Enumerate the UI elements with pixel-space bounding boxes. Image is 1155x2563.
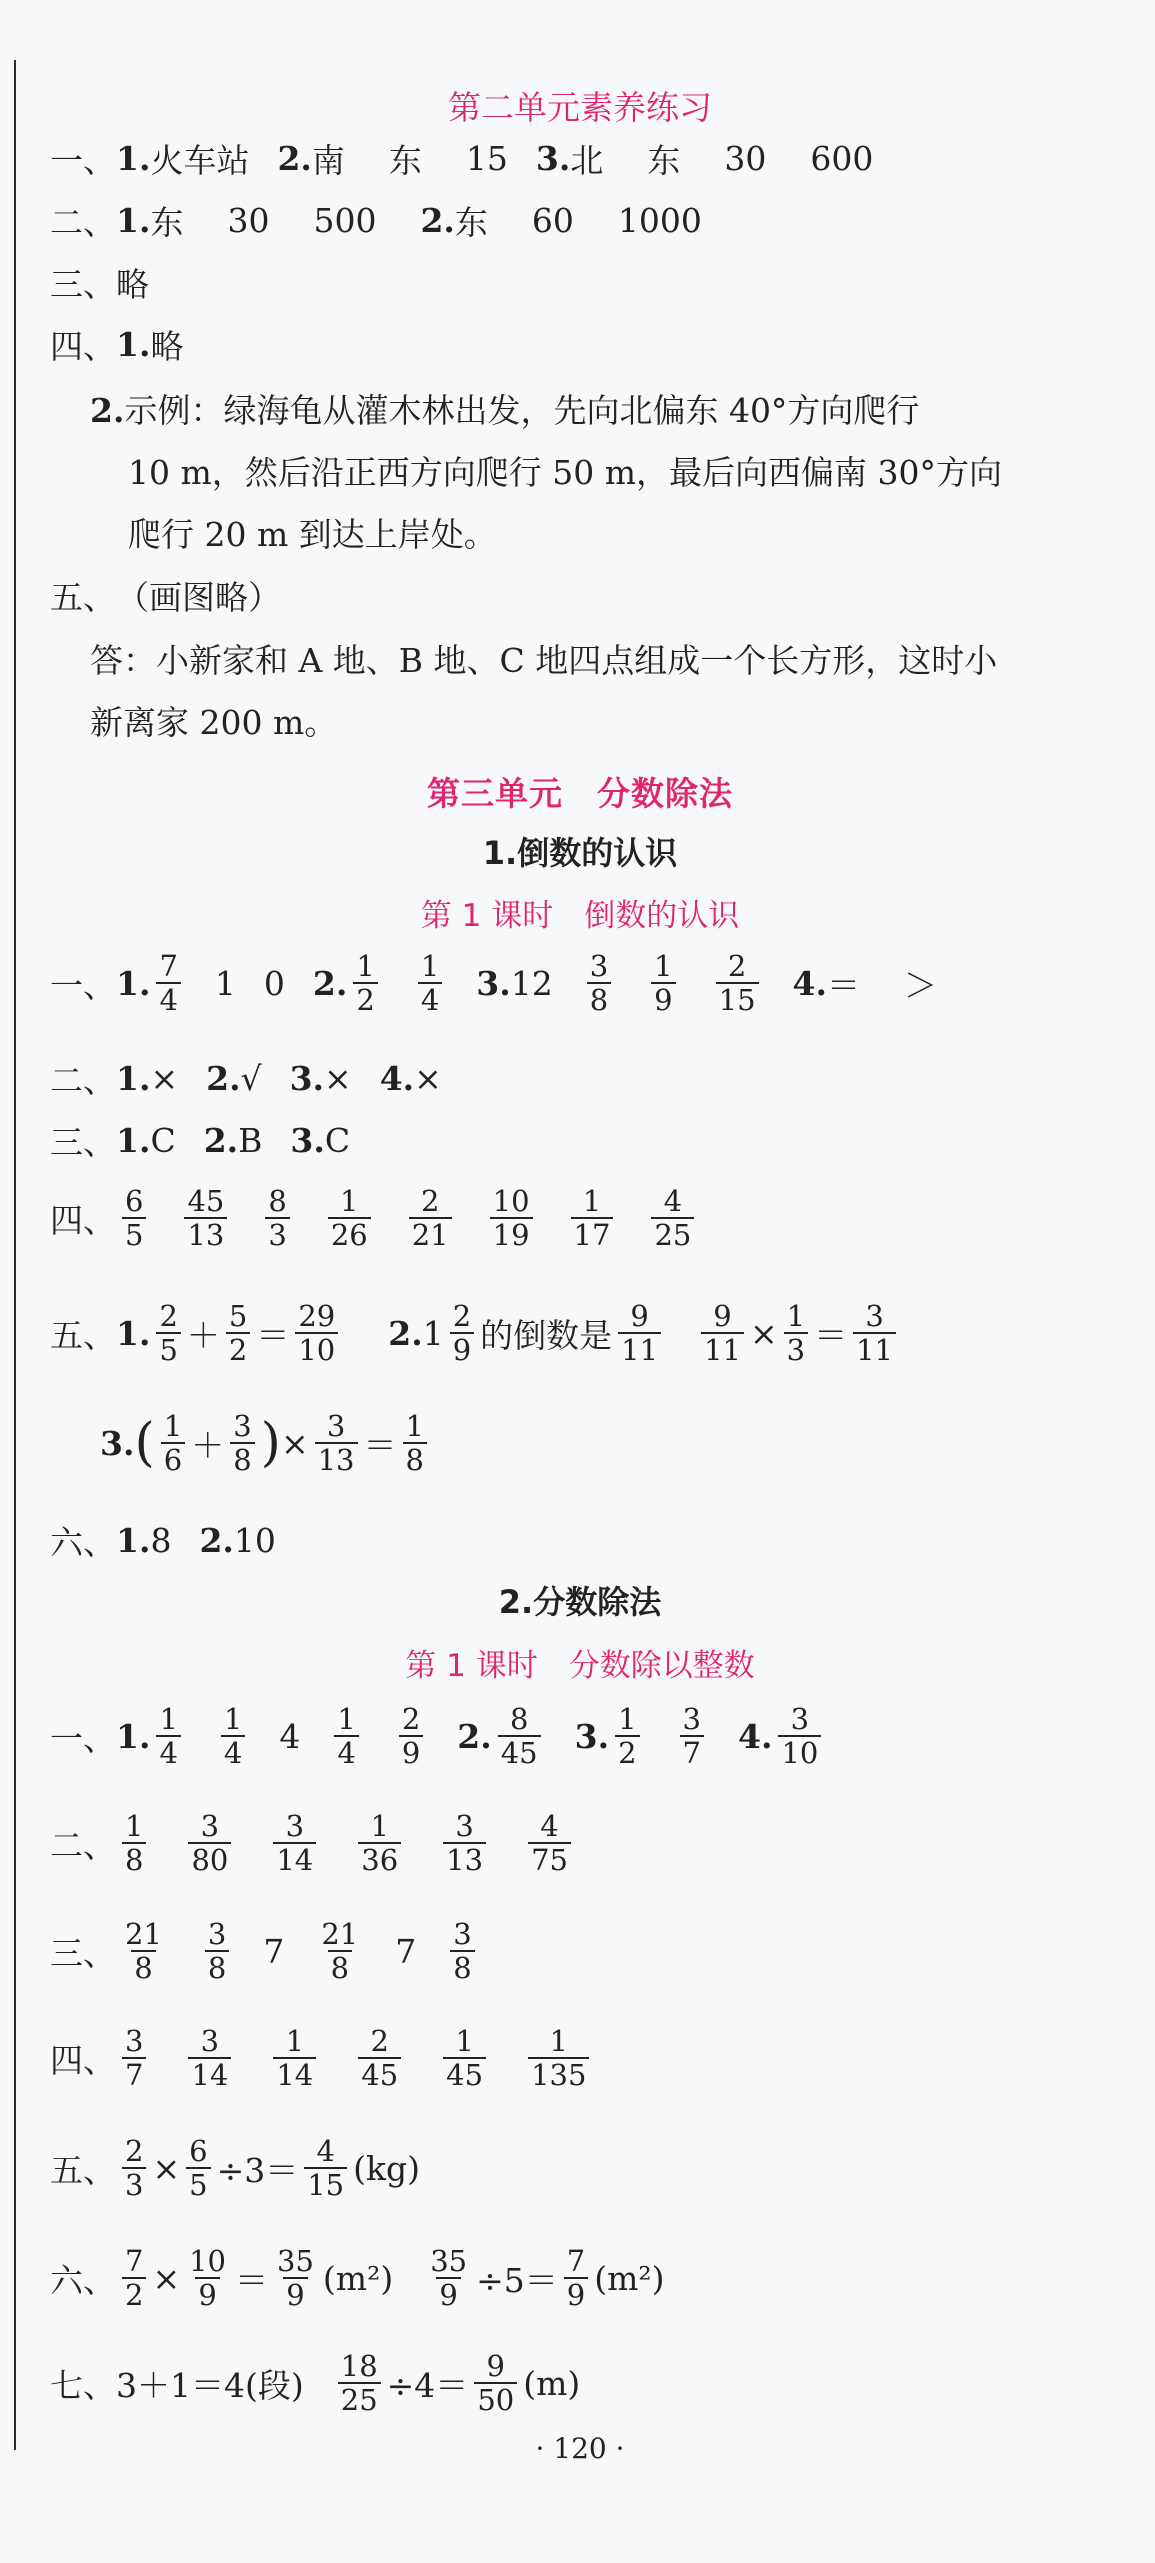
text-line: 10 m，然后沿正西方向爬行 50 m，最后向西偏南 30°方向 (128, 453, 1003, 492)
q-num: 1. (116, 1313, 151, 1353)
q-label: 五、 (50, 1315, 116, 1355)
answer: × (150, 1059, 179, 1098)
fraction: $\frac{3}{80}$ (188, 1810, 231, 1877)
q-num: 3. (290, 1121, 325, 1160)
fraction-list (116, 2025, 595, 2092)
answer: × (414, 1059, 442, 1098)
q-label: 四、 (50, 1200, 116, 1240)
answer: 600 (810, 139, 874, 178)
fraction: $\frac{9}{50}$ (474, 2350, 517, 2417)
paren: ( (134, 1413, 155, 1474)
q-label: 三、 (50, 1933, 116, 1973)
fraction: $\frac{6}{5}$ (122, 1185, 146, 1252)
answer: 10 (233, 1521, 276, 1560)
q-num: 3. (574, 1716, 610, 1756)
q-num: 2. (203, 1121, 239, 1160)
fraction: $\frac{4}{75}$ (528, 1810, 571, 1877)
answer: 3＋1＝4(段) (116, 2365, 304, 2405)
q-label: 四、 (50, 327, 116, 366)
operator: ÷4＝ (386, 2365, 469, 2405)
answer: 东 (388, 141, 422, 180)
fraction: $\frac{35}{9}$ (430, 2244, 468, 2313)
fraction: $\frac{1}{4}$ (156, 1703, 180, 1770)
fraction: $\frac{3}{8}$ (450, 1918, 474, 1985)
margin-rule (14, 60, 16, 2450)
fraction: $\frac{8}{3}$ (265, 1185, 289, 1252)
l1-q3 (50, 1117, 350, 1164)
unit2-q1 (50, 135, 873, 182)
fraction: $\frac{2}{45}$ (358, 2025, 401, 2092)
text-line: 新离家 200 m。 (90, 703, 338, 742)
fraction: $\frac{1}{8}$ (122, 1810, 146, 1877)
q-label: 一、 (50, 965, 116, 1005)
q-num: 2. (277, 139, 312, 178)
answer: C (150, 1121, 176, 1160)
answer: 500 (313, 201, 377, 240)
answer: 东 (150, 203, 184, 242)
q-label: 五、 (50, 578, 116, 617)
answer: 略 (150, 327, 184, 366)
q-num: 2. (312, 963, 348, 1003)
q-label: 六、 (50, 2260, 116, 2300)
l1-q5-3 (100, 1410, 433, 1477)
answer: （画图略） (116, 578, 281, 617)
l2-q5 (50, 2135, 420, 2202)
fraction: $\frac{1}{9}$ (651, 950, 675, 1017)
operator: ＝ (363, 1425, 397, 1465)
operator: ＝ (256, 1315, 290, 1355)
q-num: 3. (100, 1423, 135, 1463)
fraction: $\frac{9}{11}$ (701, 1300, 744, 1367)
page-number: · 120 · (535, 2432, 625, 2465)
fraction: $\frac{3}{8}$ (230, 1410, 254, 1477)
answer: ＞ (903, 965, 937, 1005)
fraction: $\frac{2}{3}$ (122, 2135, 146, 2202)
fraction: $\frac{2}{9}$ (399, 1703, 423, 1770)
fraction: $\frac{1}{2}$ (615, 1703, 639, 1770)
fraction: $\frac{1}{45}$ (443, 2025, 486, 2092)
l2-q4 (50, 2025, 595, 2092)
unit: (m²) (594, 2258, 665, 2298)
unit2-q5-answer (90, 630, 1100, 754)
operator: × (749, 1313, 778, 1353)
fraction: $\frac{9}{11}$ (618, 1300, 661, 1367)
l1-q4 (50, 1185, 700, 1252)
fraction: $\frac{3}{14}$ (273, 1810, 316, 1877)
operator: ＝ (235, 2260, 269, 2300)
unit2-title: 第二单元素养练习 (448, 88, 712, 127)
answer: 1 (214, 963, 236, 1003)
q-num: 1. (116, 1716, 151, 1756)
q-label: 二、 (50, 203, 116, 242)
fraction: $\frac{1}{6}$ (161, 1410, 185, 1477)
q-label: 二、 (50, 1061, 116, 1100)
fraction: $\frac{45}{13}$ (184, 1185, 227, 1252)
text-line: 答：小新家和 A 地、B 地、C 地四点组成一个长方形，这时小 (90, 641, 998, 680)
mixed-whole: 1 (422, 1313, 444, 1353)
q-num: 1. (116, 1521, 151, 1560)
q-num: 2. (206, 1059, 241, 1098)
fraction: $\frac{21}{8}$ (321, 1917, 359, 1986)
fraction: $\frac{1}{8}$ (403, 1410, 427, 1477)
answer: × (324, 1059, 352, 1098)
fraction: $\frac{1}{36}$ (358, 1810, 401, 1877)
operator: × (152, 2148, 181, 2188)
answer: 火车站 (150, 141, 250, 180)
answer: 略 (116, 265, 149, 304)
q-label: 四、 (50, 2040, 116, 2080)
fraction: $\frac{18}{25}$ (338, 2350, 381, 2417)
q-num: 2. (388, 1313, 423, 1353)
q-label: 五、 (50, 2150, 116, 2190)
l2-q1 (50, 1703, 827, 1770)
fraction: $\frac{1}{4}$ (221, 1703, 245, 1770)
operator: × (280, 1423, 309, 1463)
q-label: 一、 (50, 1718, 116, 1758)
fraction: $\frac{7}{2}$ (122, 2245, 146, 2312)
unit2-q4 (50, 321, 183, 368)
fraction: $\frac{1}{4}$ (334, 1703, 358, 1770)
q-label: 三、 (50, 1123, 116, 1162)
unit: (kg) (353, 2148, 420, 2188)
answer: ＝ (826, 965, 860, 1005)
q-num: 1. (116, 1059, 151, 1098)
fraction: $\frac{1}{17}$ (571, 1185, 614, 1252)
operator: ＝ (814, 1315, 848, 1355)
paren: ) (260, 1413, 281, 1474)
fraction: $\frac{35}{9}$ (277, 2244, 314, 2313)
fraction: $\frac{3}{11}$ (853, 1300, 896, 1367)
unit: (m) (523, 2363, 581, 2403)
fraction: $\frac{4}{15}$ (304, 2135, 347, 2202)
fraction: $\frac{3}{14}$ (188, 2025, 231, 2092)
fraction-list (116, 1185, 700, 1252)
section-title: 2.分数除法 (498, 1583, 662, 1621)
fraction: $\frac{2}{15}$ (716, 950, 759, 1017)
q-label: 三、 (50, 265, 116, 304)
answer: 东 (454, 203, 488, 242)
unit2-q2 (50, 197, 702, 244)
q-num: 3. (535, 139, 571, 178)
fraction: $\frac{3}{13}$ (443, 1810, 486, 1877)
l2-q3 (50, 1918, 481, 1985)
text-line: 示例：绿海龟从灌木林出发，先向北偏东 40°方向爬行 (124, 391, 920, 430)
q-num: 2. (199, 1521, 234, 1560)
q-num: 4. (792, 963, 827, 1003)
fraction: $\frac{1}{135}$ (528, 2025, 589, 2092)
fraction: $\frac{21}{8}$ (125, 1917, 162, 1986)
operator: × (152, 2258, 181, 2298)
answer: 东 (647, 141, 681, 180)
answer: 7 (395, 1931, 417, 1971)
lesson-title: 第 1 课时 分数除以整数 (405, 1648, 755, 1684)
answer: 30 (227, 201, 270, 240)
fraction: $\frac{8}{45}$ (498, 1703, 541, 1770)
operator: ＋ (191, 1425, 225, 1465)
l1-q2 (50, 1055, 442, 1102)
fraction: $\frac{10}{19}$ (490, 1185, 533, 1252)
operator: ÷5＝ (476, 2260, 558, 2300)
fraction: $\frac{2}{21}$ (409, 1185, 452, 1252)
q-label: 二、 (50, 1825, 116, 1865)
answer: √ (240, 1059, 262, 1098)
unit2-q4-part2 (90, 380, 1100, 566)
fraction: $\frac{2}{9}$ (450, 1300, 474, 1367)
operator: ＋ (186, 1315, 220, 1355)
l1-q5-1 (50, 1300, 902, 1367)
q-num: 1. (116, 325, 151, 364)
fraction-list (116, 1810, 577, 1877)
answer: 7 (263, 1931, 285, 1971)
answer: 4 (279, 1716, 301, 1756)
l1-q6 (50, 1517, 276, 1564)
l1-q1 (50, 950, 937, 1017)
unit2-q5 (50, 572, 281, 619)
fraction: $\frac{4}{25}$ (651, 1185, 694, 1252)
l2-q2 (50, 1810, 577, 1877)
q-num: 3. (476, 963, 511, 1003)
fraction: $\frac{3}{8}$ (587, 950, 611, 1017)
fraction: $\frac{2}{5}$ (156, 1300, 180, 1367)
fraction: $\frac{29}{10}$ (295, 1300, 338, 1367)
answer: 的倒数是 (480, 1315, 613, 1355)
answer: 0 (263, 963, 285, 1003)
q-label: 七、 (50, 2365, 116, 2405)
l2-q6 (50, 2245, 665, 2312)
fraction: $\frac{7}{9}$ (564, 2245, 588, 2312)
answer: C (324, 1121, 351, 1160)
answer: 30 (724, 139, 767, 178)
q-num: 2. (457, 1716, 492, 1756)
fraction: $\frac{6}{5}$ (186, 2135, 210, 2202)
fraction: $\frac{1}{26}$ (328, 1185, 371, 1252)
fraction: $\frac{3}{7}$ (680, 1703, 704, 1770)
unit2-q3 (50, 259, 149, 306)
q-num: 4. (737, 1716, 773, 1756)
unit3-title: 第三单元 分数除法 (427, 774, 733, 813)
q-num: 1. (116, 201, 151, 240)
answer: 12 (510, 963, 553, 1003)
fraction: $\frac{3}{13}$ (315, 1410, 358, 1477)
q-num: 2. (420, 201, 455, 240)
section-title: 1.倒数的认识 (482, 834, 678, 872)
fraction: $\frac{1}{3}$ (784, 1300, 808, 1367)
q-label: 一、 (50, 141, 116, 180)
fraction: $\frac{10}{9}$ (189, 2244, 227, 2313)
answer: 15 (465, 139, 508, 178)
fraction: $\frac{3}{7}$ (122, 2025, 146, 2092)
q-num: 4. (379, 1059, 415, 1098)
q-num: 1. (116, 1121, 151, 1160)
q-num: 1. (116, 139, 151, 178)
answer: 1000 (617, 201, 702, 240)
answer: 60 (531, 201, 574, 240)
q-num: 2. (90, 391, 125, 430)
fraction: $\frac{5}{2}$ (226, 1300, 250, 1367)
answer: 南 (311, 141, 345, 180)
operator: ÷3＝ (216, 2150, 299, 2190)
fraction: $\frac{3}{10}$ (778, 1703, 821, 1770)
answer: 北 (570, 141, 604, 180)
q-num: 3. (289, 1059, 325, 1098)
answer: B (238, 1121, 263, 1160)
q-label: 六、 (50, 1523, 116, 1562)
fraction: $\frac{1}{2}$ (353, 950, 377, 1017)
text-line: 爬行 20 m 到达上岸处。 (128, 515, 497, 554)
fraction: $\frac{1}{4}$ (418, 950, 442, 1017)
unit: (m²) (322, 2258, 394, 2298)
fraction: $\frac{1}{14}$ (273, 2025, 316, 2092)
q-num: 1. (116, 963, 151, 1003)
fraction: $\frac{3}{8}$ (205, 1918, 229, 1985)
lesson-title: 第 1 课时 倒数的认识 (420, 898, 740, 934)
fraction: $\frac{7}{4}$ (156, 950, 180, 1017)
l2-q7 (50, 2350, 580, 2417)
answer: 8 (150, 1521, 172, 1560)
